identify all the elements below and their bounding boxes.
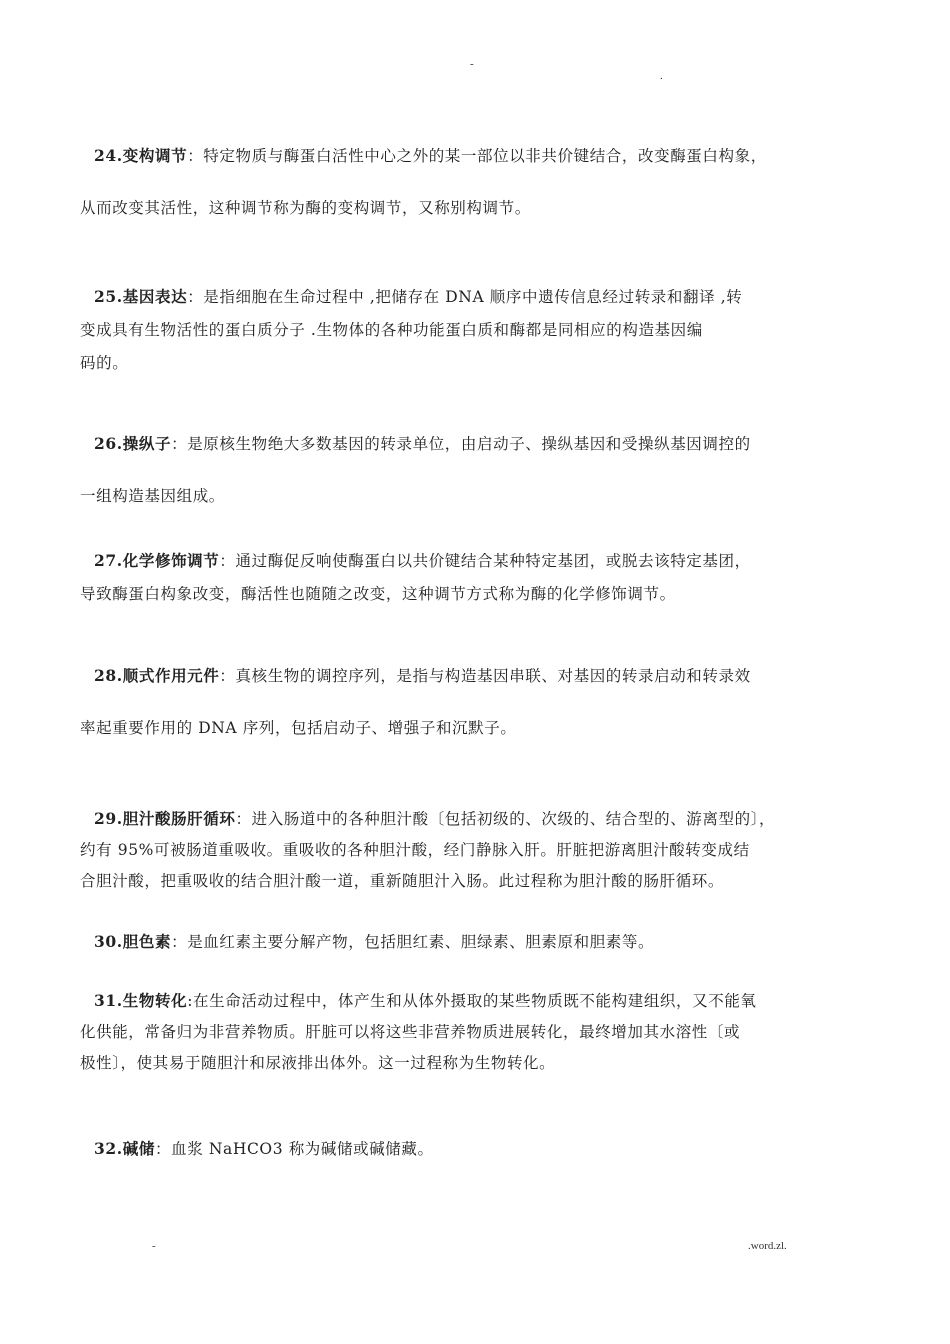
definition-entry-27 [80,544,870,611]
footer-left-mark: - [152,1240,156,1252]
definition-entry-28 [80,650,870,754]
entry-separator: ： [171,933,188,951]
entry-separator: ： [154,1140,172,1158]
entry-separator: ： [219,667,236,685]
entry-term: 胆色素 [122,932,172,951]
entry-line: 率起重要作用的 DNA 序列，包括启动子、增强子和沉默子。 [80,719,517,737]
entry-line: 导致酶蛋白构象改变，酶活性也随随之改变，这种调节方式称为酶的化学修饰调节。 [80,585,676,603]
entry-line: 化供能，常备归为非营养物质。肝脏可以将这些非营养物质进展转化，最终增加其水溶性〔或 [80,1023,741,1041]
entry-term: 基因表达 [122,287,188,306]
entry-number: 30. [94,932,123,951]
entry-text: 血浆 NaHCO3 称为碱储或碱储藏。 [171,1140,434,1158]
entry-term: 操纵子 [122,434,172,453]
entry-text: 是血红素主要分解产物，包括胆红素、胆绿素、胆素原和胆素等。 [187,933,655,951]
entry-number: 31. [94,991,123,1010]
entry-text: 是指细胞在生命过程中 ,把储存在 DNA 顺序中遗传信息经过转录和翻译 ,转 [203,288,743,306]
entry-line [80,926,870,958]
definition-entry-24 [80,130,870,234]
entry-separator: ： [235,810,252,828]
entry-separator: ： [219,552,236,570]
definition-entry-30 [80,926,870,958]
entry-number: 28. [94,666,123,685]
definition-entry-32 [80,1133,870,1165]
entry-number: 32. [94,1139,123,1158]
entry-line [80,985,870,1017]
definition-entry-26 [80,418,870,522]
entry-separator: ： [187,147,204,165]
entry-line: 极性〕，使其易于随胆汁和尿液排出体外。这一过程称为生物转化。 [80,1054,556,1072]
entry-term: 顺式作用元件 [122,666,220,685]
entry-line: 码的。 [80,354,129,372]
entry-number: 29. [94,809,123,828]
definition-entry-31 [80,985,870,1079]
entry-number: 25. [94,287,123,306]
entry-text: 在生命活动过程中，体产生和从体外摄取的某些物质既不能构建组织，又不能氧 [193,992,757,1010]
entry-line [80,544,870,578]
definition-entry-29 [80,803,870,897]
entry-separator: ： [187,288,204,306]
entry-line [80,803,870,835]
entry-number: 27. [94,551,123,570]
entry-line [80,130,870,182]
entry-line [80,280,870,314]
entry-term: 变构调节 [122,146,188,165]
entry-term: 生物转化 [122,991,188,1010]
entry-line [80,418,870,470]
entry-separator: ： [171,435,188,453]
definition-entry-25 [80,280,870,380]
entry-line [80,1133,870,1165]
entry-separator: : [187,992,194,1010]
entry-text: 通过酶促反响使酶蛋白以共价键结合某种特定基团，或脱去该特定基团， [235,552,751,570]
entry-line: 合胆汁酸，把重吸收的结合胆汁酸一道，重新随胆汁入肠。此过程称为胆汁酸的肠肝循环。 [80,872,725,890]
entry-line [80,650,870,702]
entry-number: 26. [94,434,123,453]
entry-text: 特定物质与酶蛋白活性中心之外的某一部位以非共价键结合，改变酶蛋白构象， [203,147,767,165]
entry-term: 胆汁酸肠肝循环 [122,809,236,828]
entry-number: 24. [94,146,123,165]
entry-text: 真核生物的调控序列，是指与构造基因串联、对基因的转录启动和转录效 [235,667,751,685]
entry-term: 碱储 [122,1139,155,1158]
entry-text: 进入肠道中的各种胆汁酸〔包括初级的、次级的、结合型的、游离型的〕， [251,810,776,828]
entry-text: 是原核生物绝大多数基因的转录单位，由启动子、操纵基因和受操纵基因调控的 [187,435,751,453]
footer-right-mark: .word.zl. [748,1240,787,1252]
entry-line: 约有 95%可被肠道重吸收。重吸收的各种胆汁酸，经门静脉入肝。肝脏把游离胆汁酸转变成结 [80,841,750,859]
header-right-mark: . [660,70,663,82]
header-left-mark: - [470,58,474,70]
entry-line: 变成具有生物活性的蛋白质分子 .生物体的各种功能蛋白质和酶都是同相应的构造基因编 [80,321,703,339]
entry-term: 化学修饰调节 [122,551,220,570]
entry-line: 一组构造基因组成。 [80,487,225,505]
entry-line: 从而改变其活性，这种调节称为酶的变构调节，又称别构调节。 [80,199,531,217]
